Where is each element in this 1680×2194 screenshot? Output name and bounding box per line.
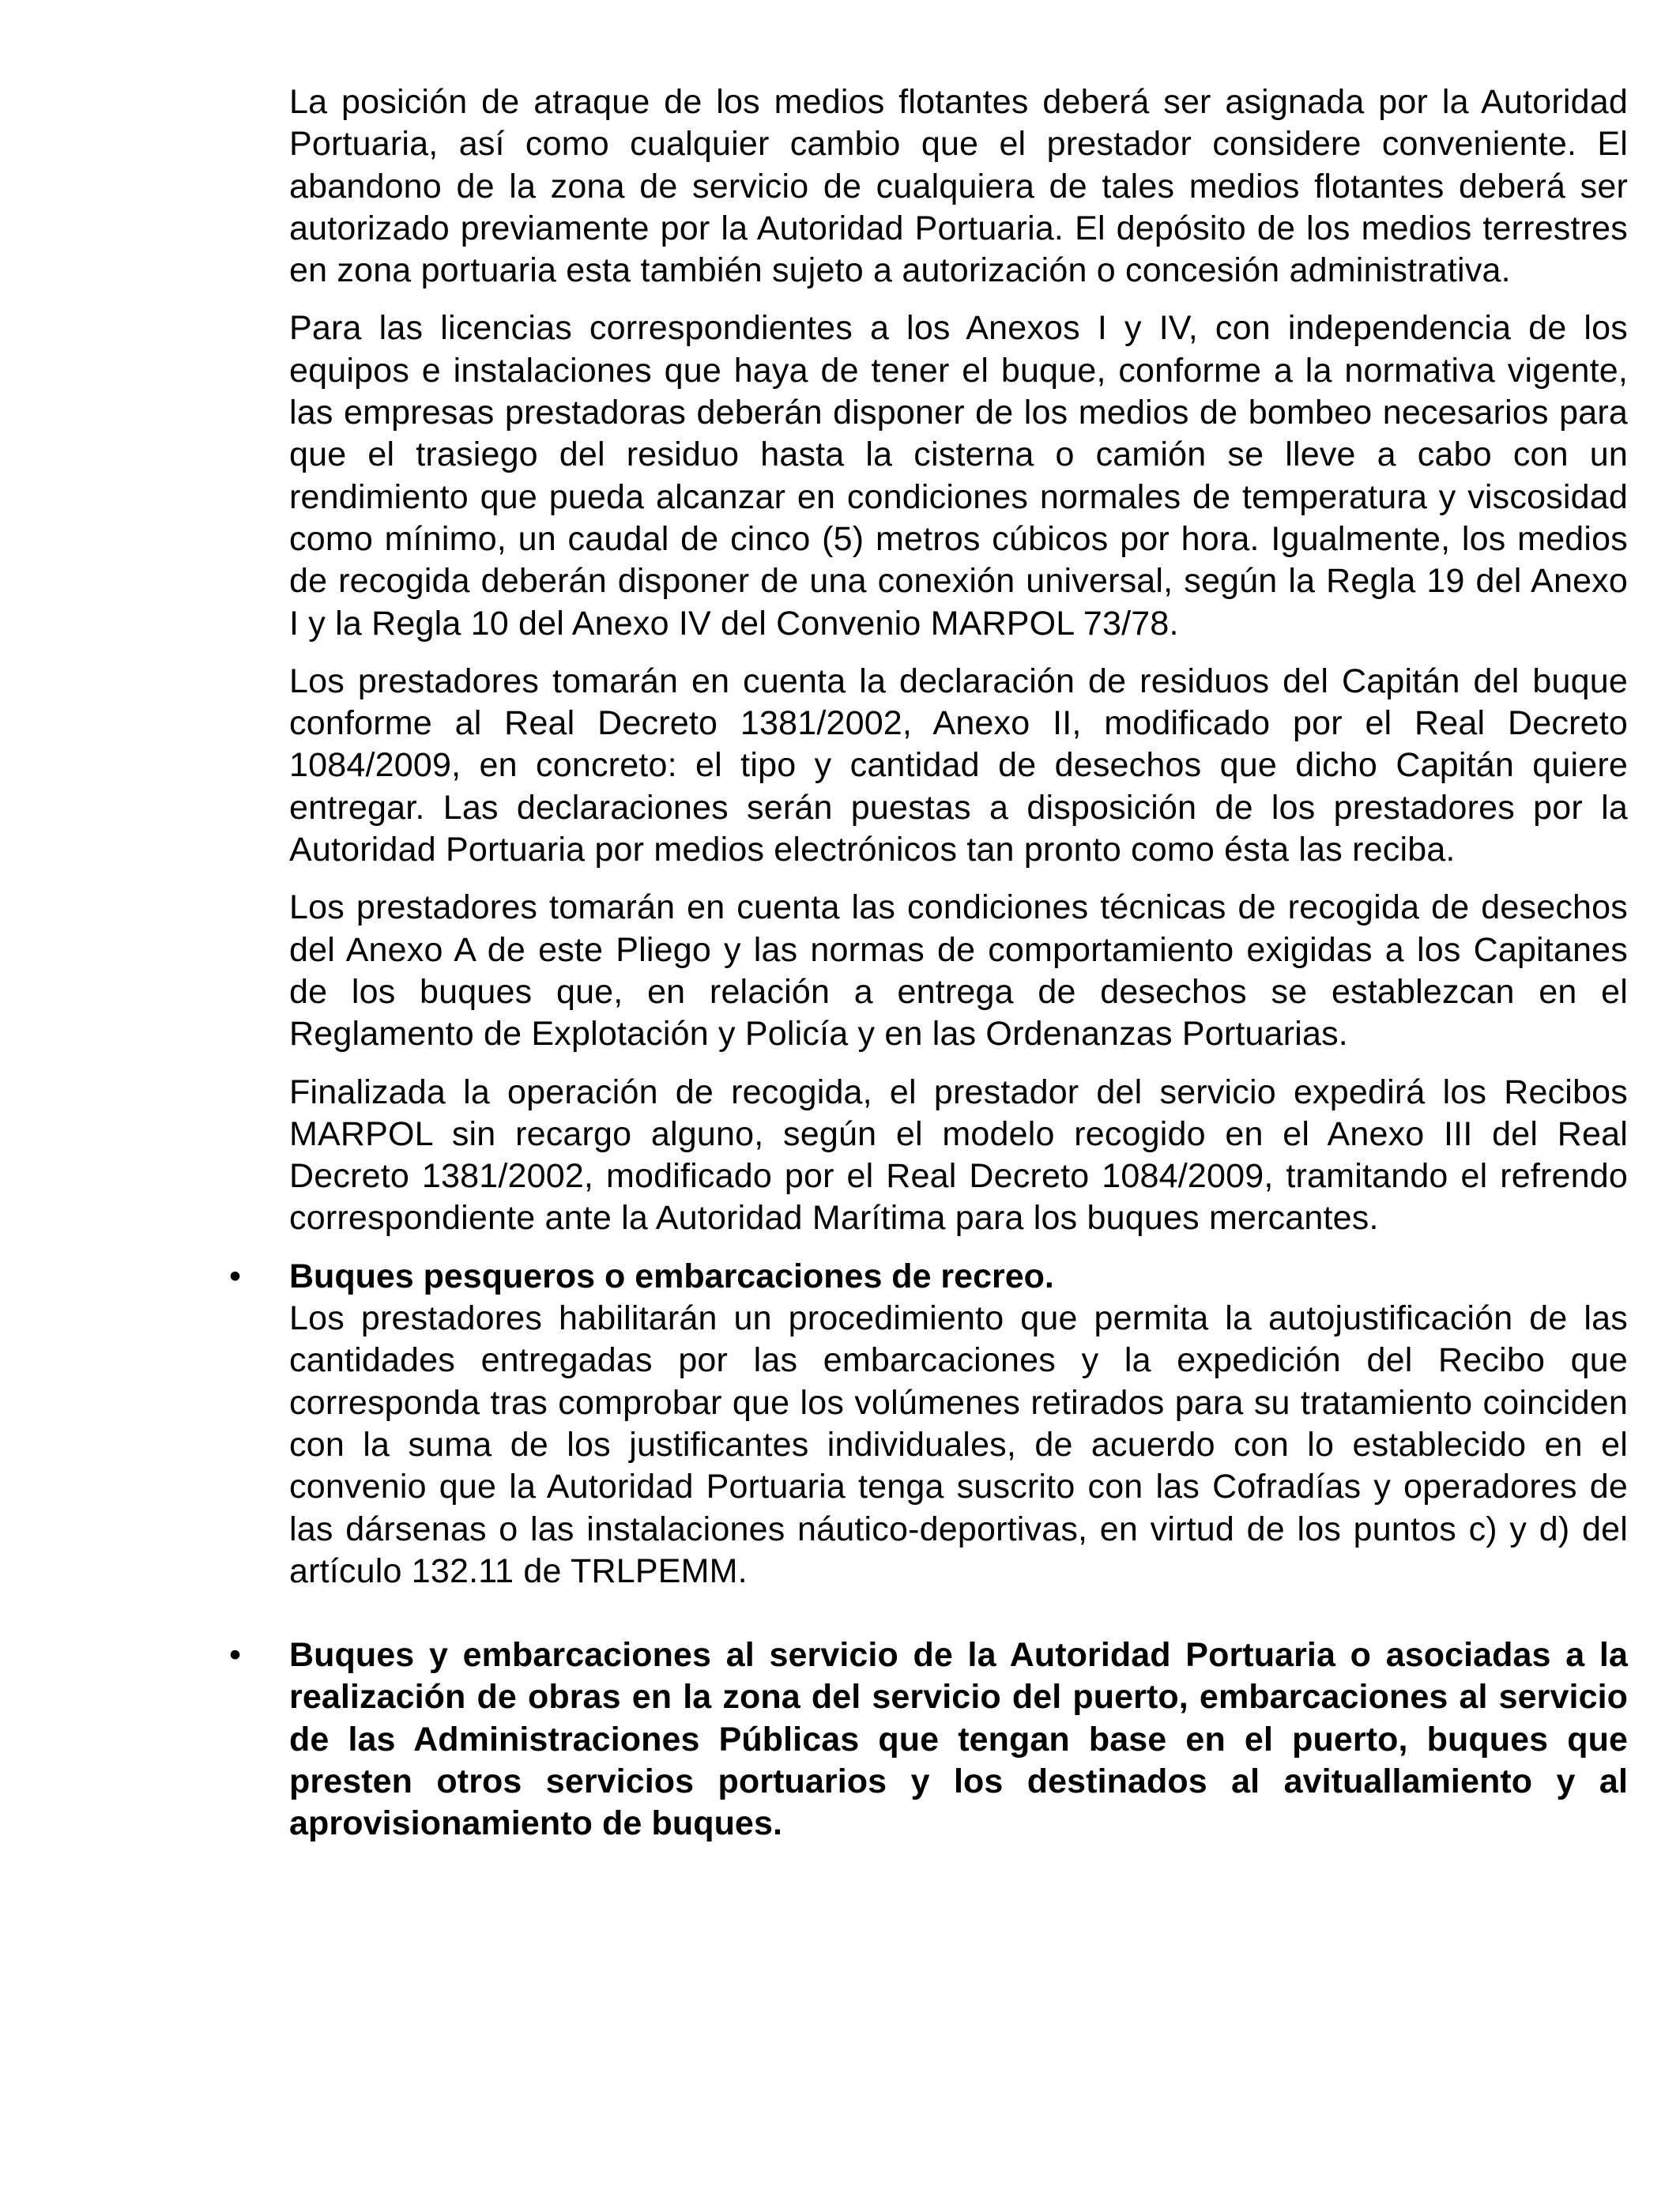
bullet-icon: •	[229, 1636, 242, 1675]
bullet-item-fishing-vessels	[229, 1256, 1628, 1593]
bullet-heading: Buques y embarcaciones al servicio de la Autoridad Portuaria o asociadas a la realización de obras en la zona del servicio del puerto, embarcaciones al servicio de las Administraciones Públicas que tengan base en el puerto, buques que presten otros servicios portuarios y los destinados al avituallamiento y al aprovisionamiento de buques.	[289, 1636, 1628, 1843]
document-body	[229, 81, 1628, 1845]
bullet-icon: •	[229, 1257, 242, 1295]
bullet-item-port-authority-vessels	[229, 1634, 1628, 1845]
paragraph-technical-conditions: Los prestadores tomarán en cuenta las condiciones técnicas de recogida de desechos del Anexo A de este Pliego y las normas de comportamiento exigidas a los Capitanes de los buques que, en relación a entrega de desechos se establezcan en el Reglamento de Explotación y Policía y en las Ordenanzas Portuarias.	[289, 888, 1628, 1054]
bullet-heading: Buques pesqueros o embarcaciones de recreo.	[289, 1257, 1054, 1295]
paragraph-berthing-position: La posición de atraque de los medios flotantes deberá ser asignada por la Autoridad Portuaria, así como cualquier cambio que el prestador considere conveniente. El abandono de la zona de servicio de cualquiera de tales medios flotantes deberá ser autorizado previamente por la Autoridad Portuaria. El depósito de los medios terrestres en zona portuaria esta también sujeto a autorización o concesión administrativa.	[289, 83, 1628, 290]
paragraph-waste-declaration: Los prestadores tomarán en cuenta la declaración de residuos del Capitán del buque conforme al Real Decreto 1381/2002, Anexo II, modificado por el Real Decreto 1084/2009, en concreto: el tipo y cantidad de desechos que dicho Capitán quiere entregar. Las declaraciones serán puestas a disposición de los prestadores por la Autoridad Portuaria por medios electrónicos tan pronto como ésta las reciba.	[289, 662, 1628, 869]
paragraph-marpol-receipts: Finalizada la operación de recogida, el prestador del servicio expedirá los Recibos MARPOL sin recargo alguno, según el modelo recogido en el Anexo III del Real Decreto 1381/2002, modificado por el Real Decreto 1084/2009, tramitando el refrendo correspondiente ante la Autoridad Marítima para los buques mercantes.	[289, 1072, 1628, 1238]
bullet-body: Los prestadores habilitarán un procedimiento que permita la autojustificación de las cantidades entregadas por las embarcaciones y la expedición del Recibo que corresponda tras comprobar que los volúmenes retirados para su tratamiento coinciden con la suma de los justificantes individuales, de acuerdo con lo establecido en el convenio que la Autoridad Portuaria tenga suscrito con las Cofradías y operadores de las dársenas o las instalaciones náutico-deportivas, en virtud de los puntos c) y d) del artículo 132.11 de TRLPEMM.	[289, 1299, 1628, 1590]
paragraph-pumping-equipment: Para las licencias correspondientes a los Anexos I y IV, con independencia de los equipos e instalaciones que haya de tener el buque, conforme a la normativa vigente, las empresas prestadoras deberán disponer de los medios de bombeo necesarios para que el trasiego del residuo hasta la cisterna o camión se lleve a cabo con un rendimiento que pueda alcanzar en condiciones normales de temperatura y viscosidad como mínimo, un caudal de cinco (5) metros cúbicos por hora. Igualmente, los medios de recogida deberán disponer de una conexión universal, según la Regla 19 del Anexo I y la Regla 10 del Anexo IV del Convenio MARPOL 73/78.	[289, 309, 1628, 643]
